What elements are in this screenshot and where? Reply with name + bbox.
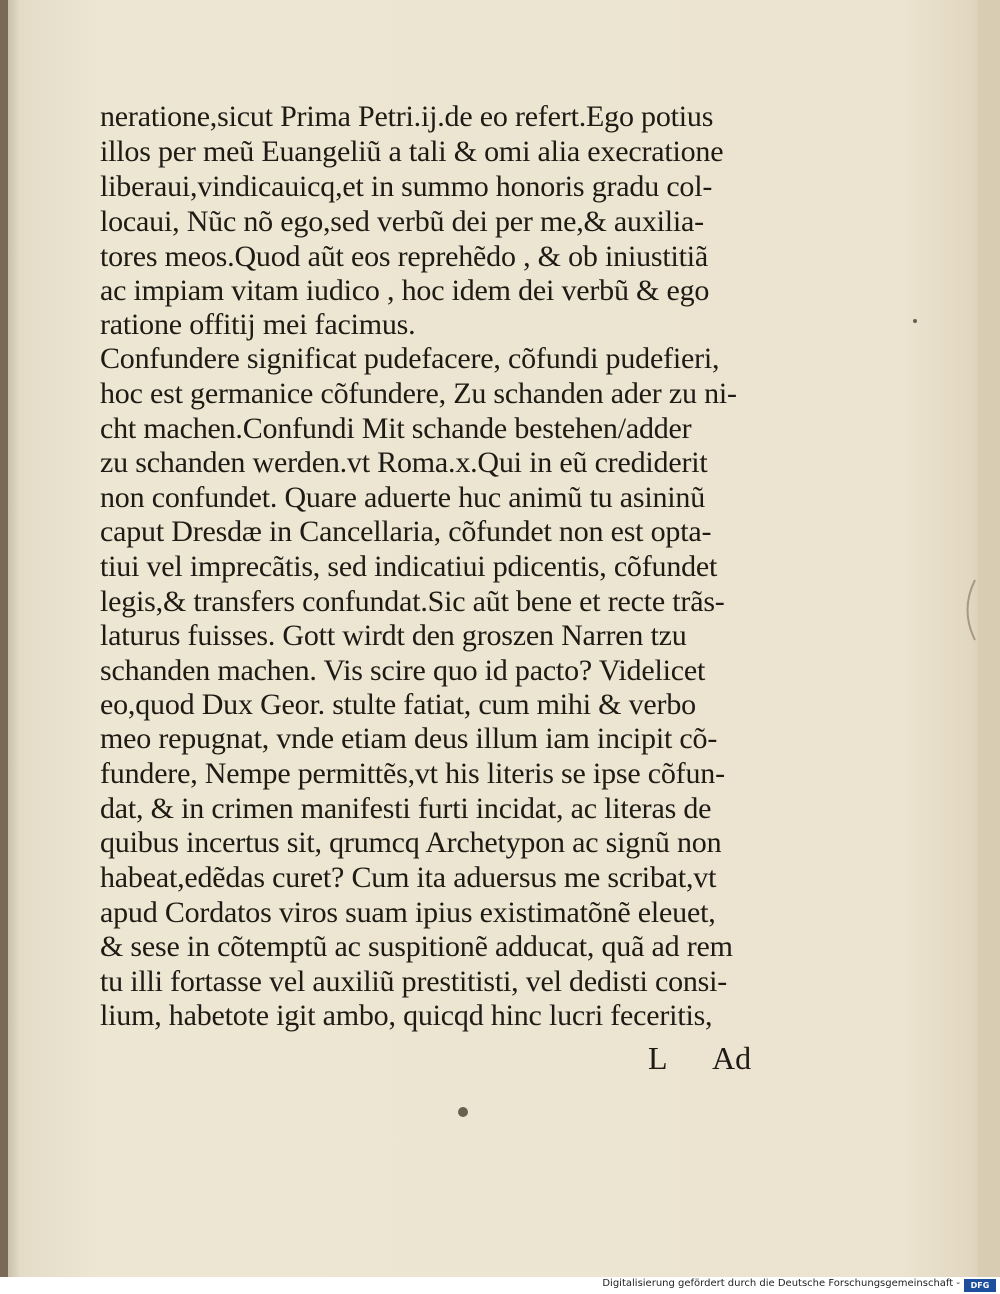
text-line-14: tiui vel imprecãtis, sed indicatiui pdicentis, cõfundet <box>100 550 718 583</box>
text-line-24: apud Cordatos viros suam ipius existimatõnẽ eleuet, <box>100 896 716 929</box>
text-line-8: Confundere significat pudefacere, cõfundi pudefieri, <box>100 342 720 375</box>
text-line-27: lium, habetote igit ambo, quicqd hinc lucri feceritis, <box>100 999 713 1032</box>
ink-spot <box>458 1107 468 1117</box>
text-line-10: cht machen.Confundi Mit schande bestehen/adder <box>100 412 692 445</box>
footer-bar <box>0 1277 1000 1294</box>
text-line-13: caput Dresdæ in Cancellaria, cõfundet non est opta- <box>100 515 712 548</box>
binding-edge <box>0 0 8 1277</box>
text-line-9: hoc est germanice cõfundere, Zu schanden ader zu ni- <box>100 377 737 410</box>
text-line-17: schanden machen. Vis scire quo id pacto? Videlicet <box>100 654 706 687</box>
signature-mark: L <box>648 1040 668 1076</box>
text-line-16: laturus fuisses. Gott wirdt den groszen Narren tzu <box>100 619 687 652</box>
text-line-2: illos per meũ Euangeliũ a tali & omi alia execratione <box>100 135 724 168</box>
text-line-21: dat, & in crimen manifesti furti incidat, ac literas de <box>100 792 712 825</box>
dfg-logo[interactable]: DFG <box>964 1279 996 1292</box>
text-line-1: neratione,sicut Prima Petri.ij.de eo refert.Ego potius <box>100 100 714 133</box>
text-line-12: non confundet. Quare aduerte huc animũ tu asininũ <box>100 481 706 514</box>
text-line-11: zu schanden werden.vt Roma.x.Qui in eũ crediderit <box>100 446 708 479</box>
funding-credit: Digitalisierung gefördert durch die Deutsche Forschungsgemeinschaft - <box>602 1278 960 1289</box>
text-line-5: tores meos.Quod aũt eos reprehẽdo , & ob iniustitiã <box>100 240 709 273</box>
text-line-19: meo repugnat, vnde etiam deus illum iam incipit cõ- <box>100 722 718 755</box>
text-line-22: quibus incertus sit, qrumcq Archetypon ac signũ non <box>100 826 722 859</box>
text-line-20: fundere, Nempe permittẽs,vt his literis se ipse cõfun- <box>100 757 725 790</box>
text-line-6: ac impiam vitam iudico , hoc idem dei verbũ & ego <box>100 274 710 307</box>
text-line-3: liberaui,vindicauicq,et in summo honoris gradu col- <box>100 170 713 203</box>
catchword: Ad <box>712 1040 752 1076</box>
text-line-18: eo,quod Dux Geor. stulte fatiat, cum mihi & verbo <box>100 688 696 721</box>
text-line-7: ratione offitij mei facimus. <box>100 308 416 341</box>
text-line-26: tu illi fortasse vel auxiliũ prestitisti, vel dedisti consi- <box>100 965 728 998</box>
text-line-23: habeat,edẽdas curet? Cum ita aduersus me scribat,vt <box>100 861 717 894</box>
text-line-4: locaui, Nũc nõ ego,sed verbũ dei per me,& auxilia- <box>100 205 704 238</box>
text-line-25: & sese in cõtemptũ ac suspitionẽ adducat, quã ad rem <box>100 930 733 963</box>
text-line-15: legis,& transfers confundat.Sic aũt bene et recte trãs- <box>100 585 725 618</box>
